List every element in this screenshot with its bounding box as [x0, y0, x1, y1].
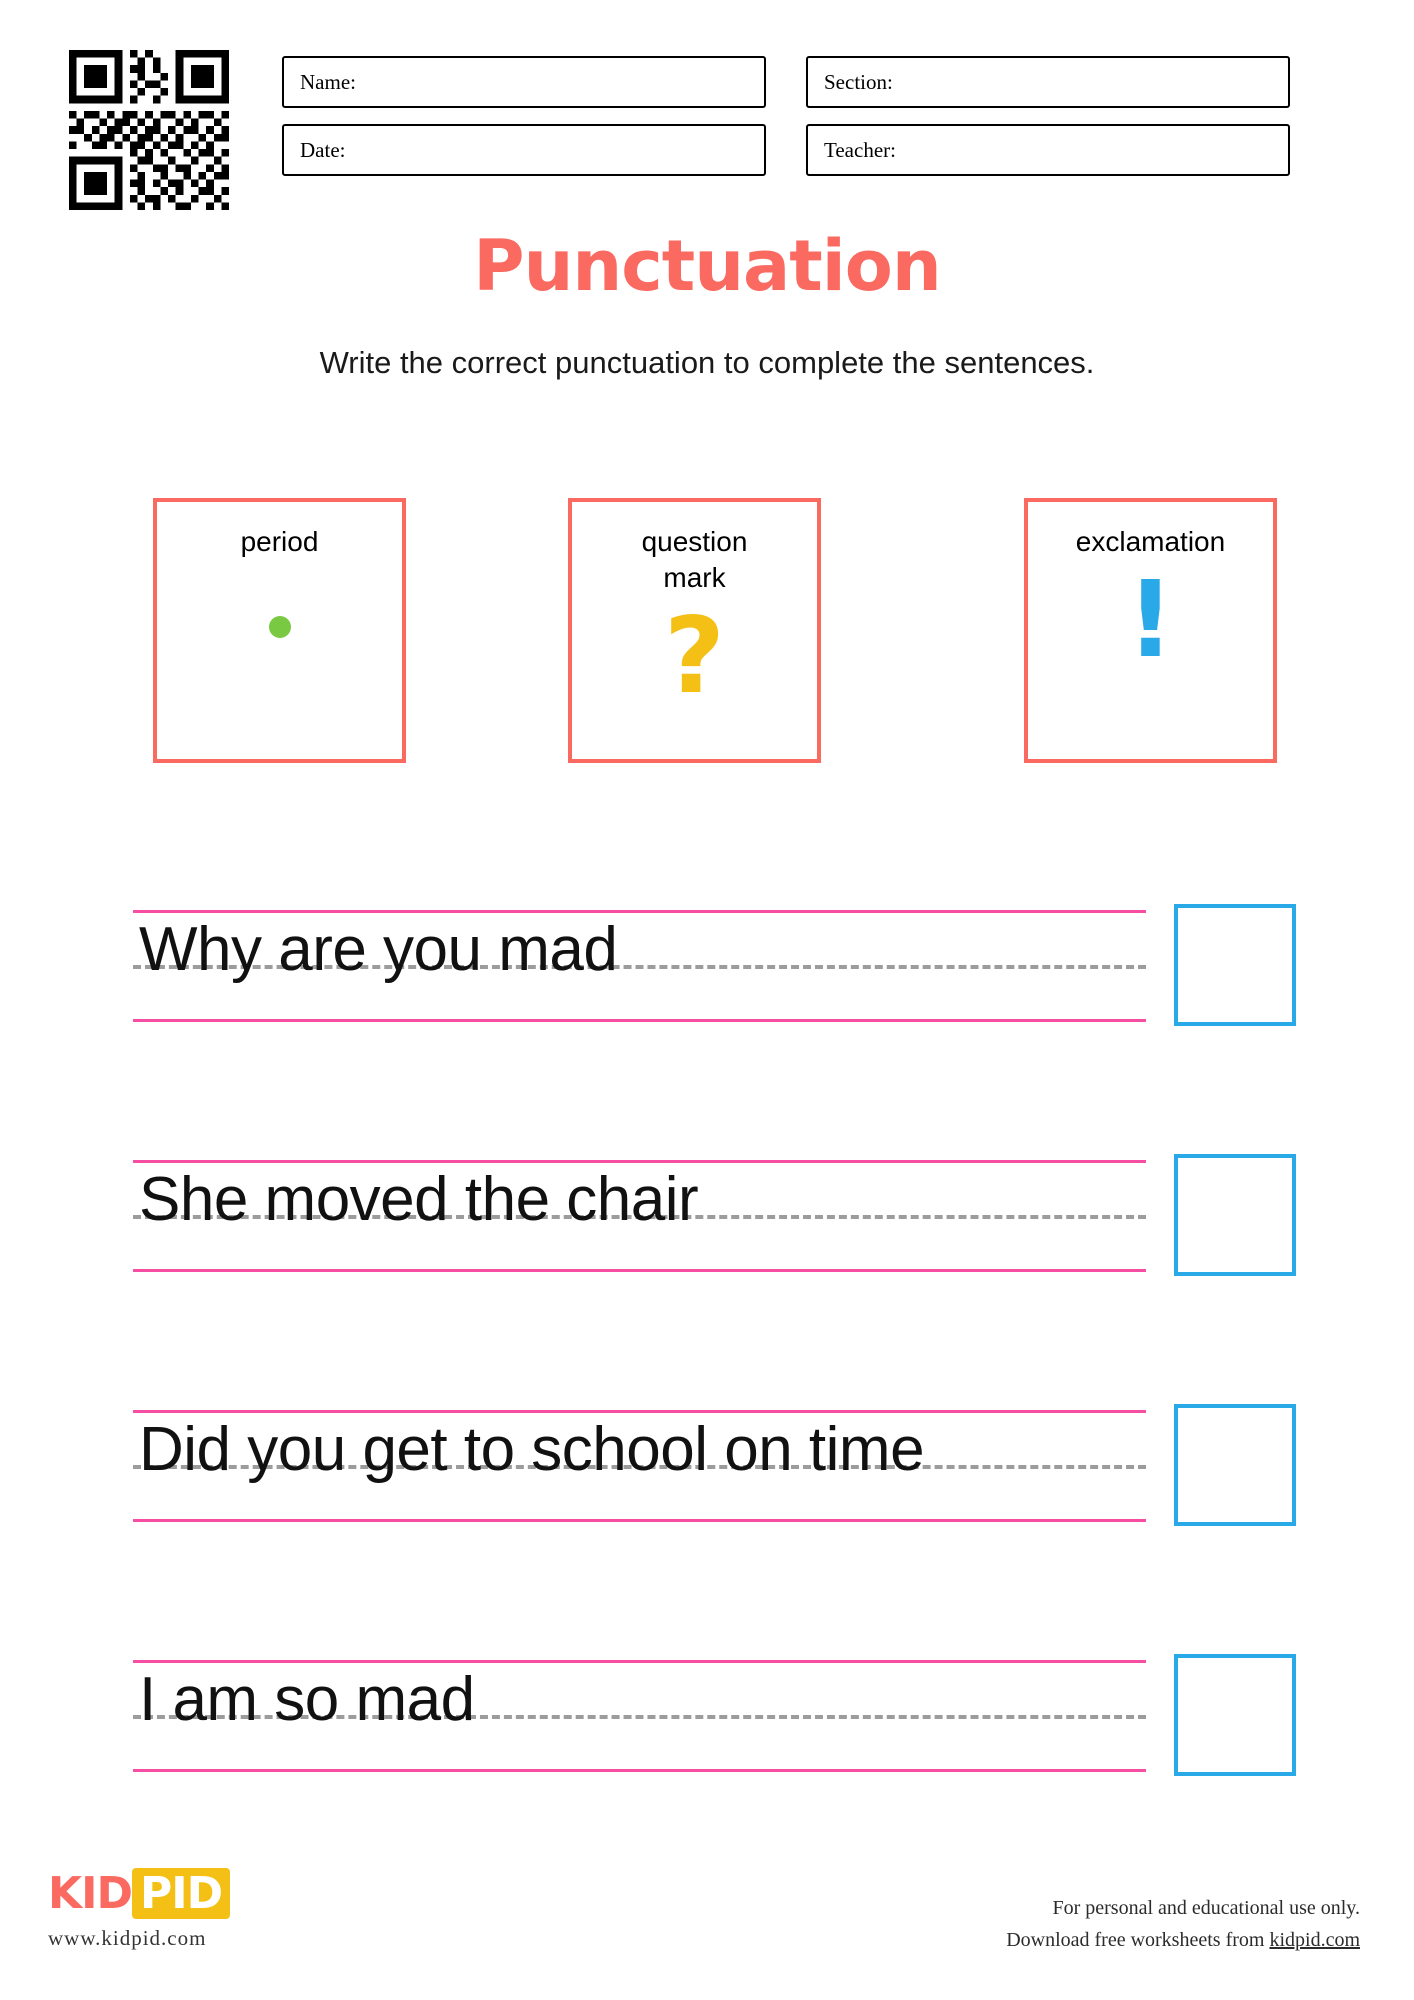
student-info-fields: [282, 56, 1360, 176]
logo-kid-text: KID: [48, 1868, 132, 1919]
legend-label-question-mark-line2: mark: [663, 561, 726, 593]
punctuation-legend: [0, 498, 1414, 763]
page-title: Punctuation: [473, 225, 941, 307]
writing-lines: [133, 1660, 1146, 1772]
answer-box[interactable]: [1174, 904, 1296, 1026]
instructions: Write the correct punctuation to complete the sentences.: [319, 345, 1095, 380]
teacher-field-label: Teacher:: [824, 137, 896, 162]
writing-line-top: [133, 1660, 1146, 1663]
writing-line-bottom: [133, 1769, 1146, 1772]
answer-box[interactable]: [1174, 1654, 1296, 1776]
date-field-label: Date:: [300, 137, 346, 162]
exclamation-mark-icon: !: [1126, 558, 1175, 681]
teacher-field[interactable]: [806, 124, 1290, 176]
name-field-label: Name:: [300, 69, 356, 94]
worksheet-footer: [0, 1840, 1414, 2000]
answer-box[interactable]: [1174, 1404, 1296, 1526]
writing-line-top: [133, 910, 1146, 913]
logo-pid-text: PID: [132, 1868, 230, 1919]
writing-lines: [133, 910, 1146, 1022]
legend-label-question-mark-line1: question: [641, 526, 748, 557]
footer-note-line2: [1006, 1924, 1360, 1956]
answer-box[interactable]: [1174, 1154, 1296, 1276]
question-row: [0, 1390, 1414, 1640]
footer-note-line1: For personal and educational use only.: [1052, 1897, 1360, 1919]
legend-label-question-mark: [572, 524, 817, 596]
writing-line-top: [133, 1410, 1146, 1413]
section-field-label: Section:: [824, 69, 893, 94]
writing-lines: [133, 1410, 1146, 1522]
site-url[interactable]: www.kidpid.com: [48, 1926, 207, 1950]
question-row: [0, 1140, 1414, 1390]
legend-card-exclamation: [1024, 498, 1277, 763]
legend-label-period: period: [240, 526, 319, 557]
period-dot-icon: [269, 616, 291, 638]
question-text: Why are you mad: [139, 915, 618, 984]
question-text: Did you get to school on time: [139, 1415, 925, 1484]
qr-code-icon: [54, 50, 244, 210]
footer-note-prefix: Download free worksheets from: [1006, 1929, 1270, 1951]
footer-note: [1006, 1892, 1360, 1956]
date-field[interactable]: [282, 124, 766, 176]
legend-label-exclamation: exclamation: [1075, 526, 1226, 557]
question-mark-icon: ?: [664, 594, 725, 717]
name-field[interactable]: [282, 56, 766, 108]
writing-line-top: [133, 1160, 1146, 1163]
kidpid-logo: [48, 1868, 230, 1919]
writing-line-bottom: [133, 1519, 1146, 1522]
question-text: I am so mad: [139, 1665, 475, 1734]
legend-card-period: [153, 498, 406, 763]
question-text: She moved the chair: [139, 1165, 699, 1234]
worksheet-header: [54, 50, 1360, 210]
writing-lines: [133, 1160, 1146, 1272]
writing-line-bottom: [133, 1269, 1146, 1272]
question-list: [0, 890, 1414, 1890]
question-row: [0, 890, 1414, 1140]
legend-card-question-mark: [568, 498, 821, 763]
section-field[interactable]: [806, 56, 1290, 108]
writing-line-bottom: [133, 1019, 1146, 1022]
footer-kidpid-link[interactable]: kidpid.com: [1269, 1929, 1360, 1951]
